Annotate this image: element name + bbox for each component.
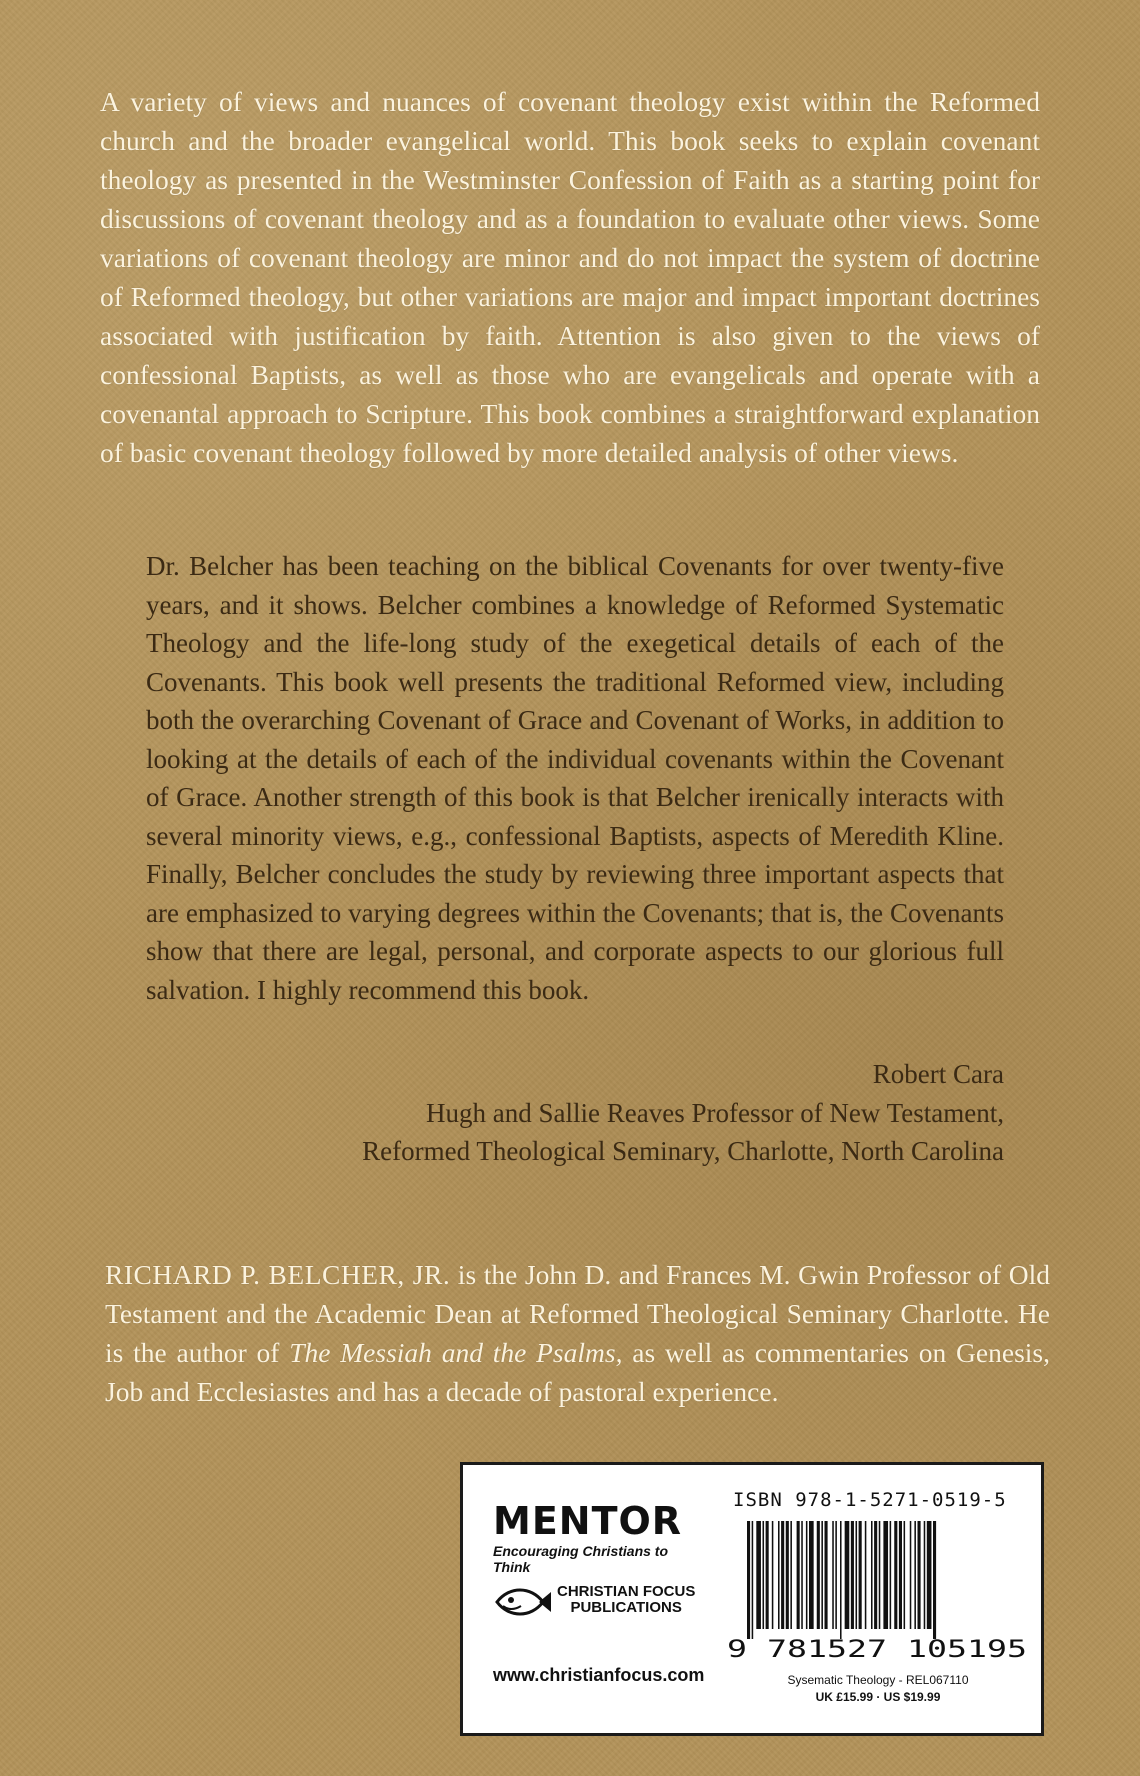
- barcode-bar: [763, 1521, 765, 1629]
- barcode-bar: [899, 1521, 902, 1629]
- barcode-bar: [914, 1521, 916, 1629]
- barcode-bar: [851, 1521, 854, 1629]
- publisher-name-line1: CHRISTIAN FOCUS: [557, 1583, 696, 1600]
- barcode-bar: [883, 1521, 888, 1629]
- barcode-bar: [927, 1521, 932, 1629]
- barcode-bar: [832, 1521, 834, 1629]
- barcode-bar: [845, 1521, 850, 1629]
- barcode-bar: [835, 1521, 837, 1629]
- author-bio-text-1: is the John D. and Frances M. Gwin Professor of Old Testament and the Academic Dean at Reformed Theological Seminary Charlotte. He is the author of: [105, 1259, 1050, 1368]
- barcode-bar: [894, 1521, 897, 1629]
- barcode-bar: [871, 1521, 873, 1629]
- fish-icon: [493, 1584, 553, 1620]
- barcode-bar: [910, 1521, 912, 1629]
- endorsement-quote: Dr. Belcher has been teaching on the biblical Covenants for over twenty-five years, and it shows. Belcher combines a knowledge of Reformed Systematic Theology and the life-long study of the exegetical details of each of the Covenants. This book well presents the traditional Reformed view, including both the overarching Covenant of Grace and Covenant of Works, in addition to looking at the details of each of the individual covenants within the Covenant of Grace. Another strength of this book is that Belcher irenically interacts with several minority views, e.g., confessional Baptists, aspects of Meredith Kline. Finally, Belcher concludes the study by reviewing three important aspects that are emphasized to varying degrees within the Covenants; that is, the Covenants show that there are legal, personal, and corporate aspects to our glorious full salvation. I highly recommend this book.: [146, 551, 1004, 1005]
- endorsement-signature: [146, 1055, 1004, 1171]
- barcode-bar: [752, 1521, 754, 1639]
- endorser-name: Robert Cara: [872, 1059, 1004, 1089]
- barcode-digits: 9 781527 105195: [727, 1635, 1027, 1661]
- isbn-label: ISBN 978-1-5271-0519-5: [733, 1489, 1007, 1511]
- barcode-bar: [756, 1521, 761, 1629]
- barcode-panel: [460, 1462, 1044, 1736]
- barcode-bar: [874, 1521, 877, 1629]
- publisher-name: [557, 1584, 695, 1616]
- mentor-logo: MENTOR: [493, 1499, 683, 1543]
- barcode-bar: [806, 1521, 808, 1629]
- barcode-bar: [879, 1521, 881, 1629]
- barcode-bar: [786, 1521, 789, 1629]
- barcode-bar: [772, 1521, 774, 1629]
- author-name: RICHARD P. BELCHER, JR.: [105, 1259, 451, 1290]
- publisher-name-line2: PUBLICATIONS: [570, 1599, 682, 1616]
- author-bio-text-2: as well as commentaries on Genesis, Job and Ecclesiastes and has a decade of pastoral experience.: [105, 1337, 1050, 1407]
- barcode-bar: [809, 1521, 814, 1629]
- back-cover-blurb: A variety of views and nuances of covenant theology exist within the Reformed church and the broader evangelical world. This book seeks to explain covenant theology as presented in the Westminster Confession of Faith as a starting point for discussions of covenant theology and as a foundation to evaluate other views. Some variations of covenant theology are minor and do not impact the system of doctrine of Reformed theology, but other variations are major and impact important doctrines associated with justification by faith. Attention is also given to the views of confessional Baptists, as well as those who are evangelicals and operate with a covenantal approach to Scripture. This book combines a straightforward explanation of basic covenant theology followed by more detailed analysis of other views.: [100, 86, 1040, 468]
- barcode-bar: [825, 1521, 828, 1629]
- book-category: Sysematic Theology - REL067110: [787, 1673, 969, 1687]
- barcode: [725, 1521, 1031, 1661]
- barcode-bar: [840, 1521, 842, 1639]
- mentor-tagline: Encouraging Christians to Think: [493, 1543, 669, 1575]
- barcode-bar: [781, 1521, 784, 1629]
- barcode-bar: [821, 1521, 823, 1629]
- barcode-bar: [817, 1521, 820, 1629]
- author-book-title: The Messiah and the Psalms,: [289, 1337, 623, 1368]
- barcode-bar: [747, 1521, 750, 1639]
- publisher-logo: [493, 1580, 723, 1626]
- barcode-bar: [904, 1521, 906, 1629]
- barcode-bar: [865, 1521, 867, 1629]
- barcode-bar: [778, 1521, 780, 1629]
- publisher-website: www.christianfocus.com: [493, 1665, 705, 1685]
- barcode-bars: [747, 1521, 936, 1639]
- author-bio: [105, 1255, 1050, 1411]
- barcode-bar: [766, 1521, 769, 1629]
- barcode-bar: [797, 1521, 800, 1629]
- barcode-bar: [933, 1521, 936, 1639]
- endorser-title: Hugh and Sallie Reaves Professor of New Testament,: [426, 1097, 1004, 1128]
- barcode-caption: [733, 1672, 1023, 1706]
- barcode-bar: [918, 1521, 921, 1629]
- endorser-affiliation: Reformed Theological Seminary, Charlotte, North Carolina: [362, 1136, 1004, 1166]
- barcode-bar: [890, 1521, 892, 1629]
- barcode-bar: [856, 1521, 858, 1629]
- book-price: UK £15.99 · US $19.99: [815, 1690, 941, 1704]
- barcode-bar: [801, 1521, 803, 1629]
- imprint-block: [493, 1501, 703, 1575]
- barcode-bar: [859, 1521, 862, 1629]
- barcode-bar: [924, 1521, 926, 1629]
- barcode-bar: [790, 1521, 792, 1629]
